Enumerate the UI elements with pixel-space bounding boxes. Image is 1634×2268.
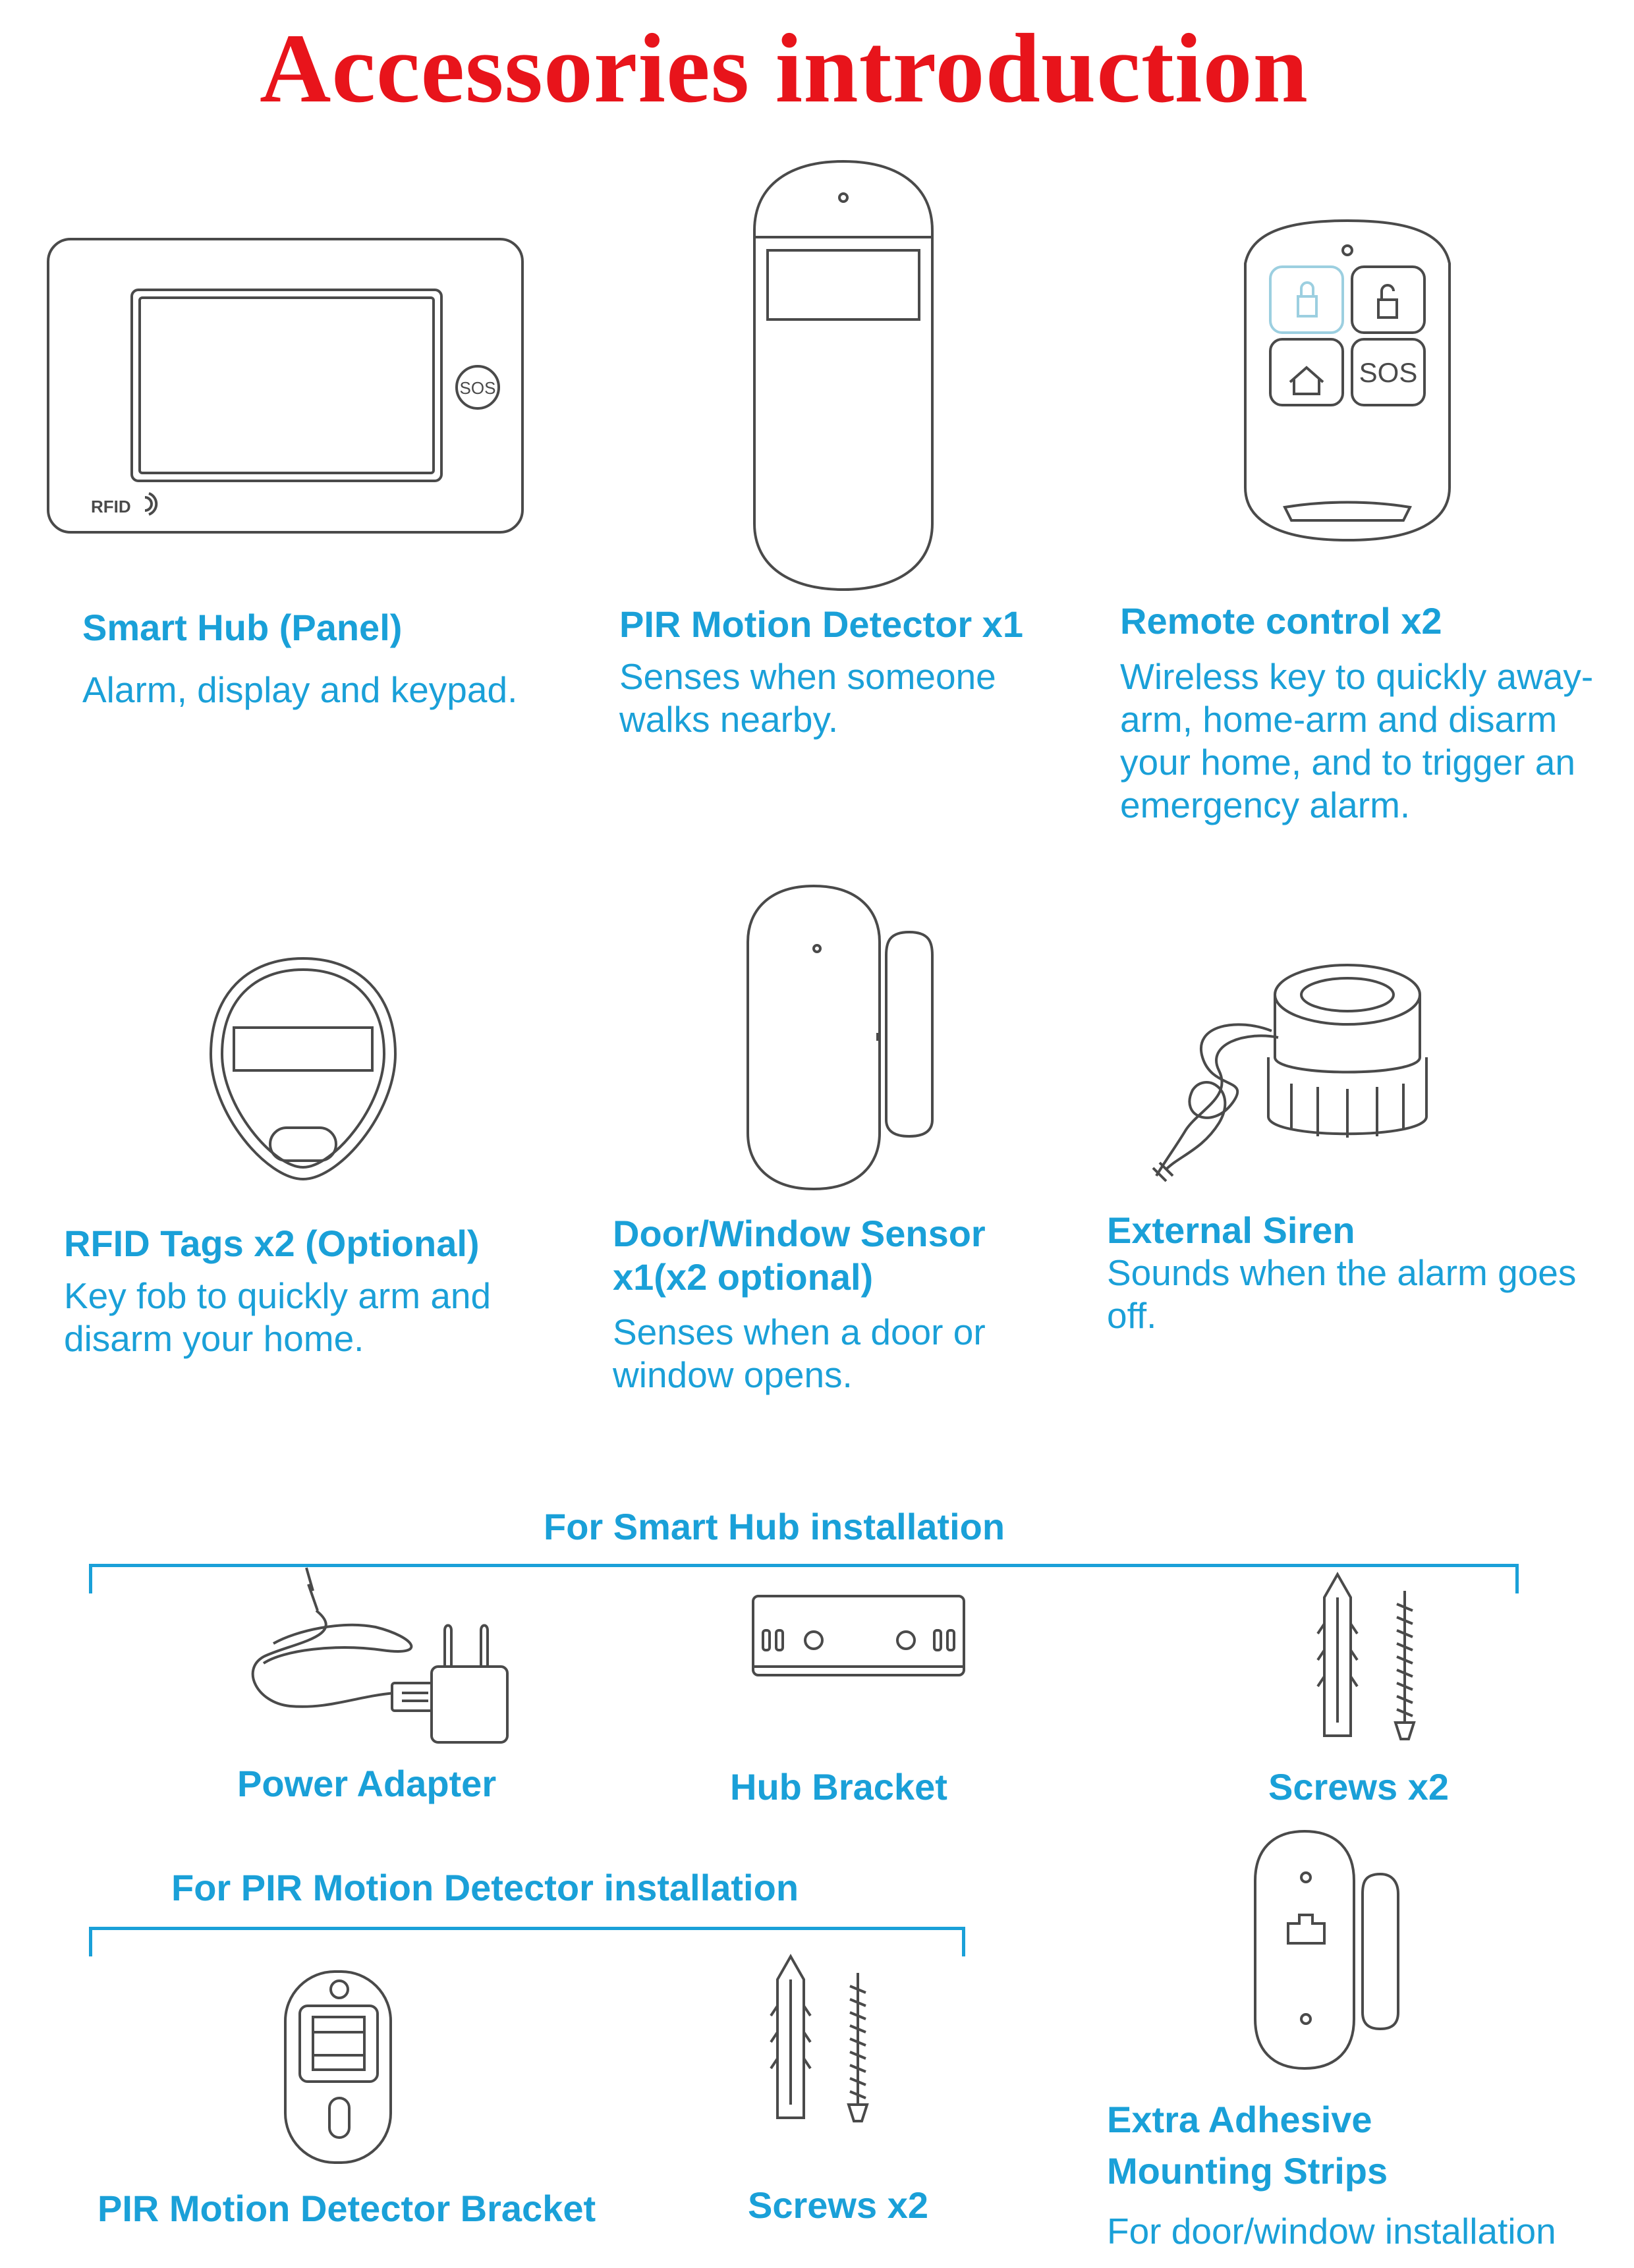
hub-install-heading: For Smart Hub installation: [544, 1506, 1005, 1547]
hub-screws-label: Screws x2: [1268, 1766, 1449, 1808]
pir-name: PIR Motion Detector x1: [619, 603, 1023, 645]
pir-install-heading: For PIR Motion Detector installation: [171, 1867, 799, 1908]
pir-screws-image: [771, 1953, 889, 2131]
rfid-tag-image: [208, 955, 399, 1186]
smart-hub-desc: Alarm, display and keypad.: [82, 669, 518, 710]
door-sensor-desc: Senses when a door or window opens.: [613, 1312, 986, 1395]
pir-bracket-label: PIR Motion Detector Bracket: [98, 2188, 596, 2229]
adhesive-strip-image: [1252, 1828, 1410, 2072]
smart-hub-name: Smart Hub (Panel): [82, 607, 403, 648]
pir-screws-label: Screws x2: [748, 2184, 928, 2226]
hub-sos-label: SOS: [459, 378, 496, 398]
remote-name: Remote control x2: [1120, 600, 1442, 642]
smart-hub-image: [46, 237, 527, 540]
adhesive-desc: For door/window installation: [1107, 2211, 1556, 2252]
adhesive-name-line1: Extra Adhesive: [1107, 2099, 1372, 2140]
hub-screws-image: [1311, 1571, 1443, 1749]
pir-detector-image: [751, 158, 936, 593]
pir-bracket-image: [283, 1970, 395, 2167]
door-sensor-image: [745, 883, 942, 1192]
hub-rfid-label: RFID: [91, 497, 131, 516]
siren-desc: Sounds when the alarm goes off.: [1107, 1252, 1577, 1336]
power-adapter-image: [244, 1564, 527, 1756]
remote-control-image: [1239, 217, 1456, 547]
rfid-tags-desc: Key fob to quickly arm and disarm your home.: [64, 1275, 492, 1359]
page-title: Accessories introduction: [260, 14, 1309, 123]
adhesive-name-line2: Mounting Strips: [1107, 2150, 1388, 2192]
siren-name: External Siren: [1107, 1209, 1355, 1251]
door-sensor-name: Door/Window Sensor x1(x2 optional): [613, 1213, 986, 1298]
siren-image: [1140, 958, 1450, 1189]
pir-install-bracket-line: [89, 1927, 965, 1956]
remote-sos-label: SOS: [1359, 357, 1418, 388]
pir-desc: Senses when someone walks nearby.: [619, 656, 996, 740]
rfid-tags-name: RFID Tags x2 (Optional): [64, 1223, 480, 1264]
hub-bracket-image: [751, 1594, 969, 1680]
hub-bracket-label: Hub Bracket: [730, 1766, 947, 1808]
remote-desc: Wireless key to quickly away-arm, home-arm and disarm your home, and to trigger an emergency alarm.: [1120, 656, 1594, 825]
power-adapter-label: Power Adapter: [237, 1763, 497, 1804]
